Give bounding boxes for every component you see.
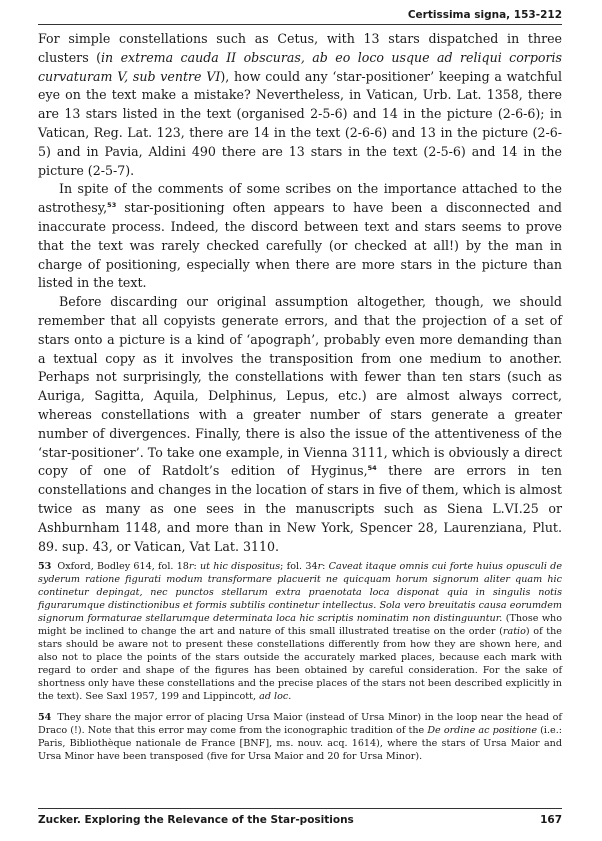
- footnote-ref: 53: [107, 201, 117, 210]
- italic-text: Caveat itaque omnis cui forte huius opusculi de syderum ratione figurati modum transformare placuerit ne quicquam horum signorum aliter quam hic continetur depingat, nec punctos stellarum extra praenotata loca disponat quia in singulis notis figurarumque distinctionibus et formis subtilis continetur intellectus. Sola vero breuitatis causa eorumdem signorum formaturae stellarumque determinata loca hic scriptis nominatim non distinguuntur.: [38, 561, 562, 624]
- running-title: Certissima signa, 153-212: [407, 9, 562, 21]
- text-run: there are errors in ten constellations and changes in the location of stars in five of them, which is almost twice as many as one sees in the manuscripts such as Siena L.VI.25 or Ashburnham 1148, and more than in New York, Spencer 28, Laurenziana, Plut. 89. sup. 43, or Vatican, Vat Lat. 3110.: [38, 463, 562, 554]
- page-footer: [38, 808, 562, 828]
- text-run: :: [193, 561, 200, 572]
- text-run: (Those who might be inclined to change the art and nature of this small illustrated treatise on the order (: [38, 613, 562, 637]
- italic-text: r: [188, 561, 194, 572]
- text-run: For simple constellations such as Cetus, with 13 stars dispatched in three clusters (: [38, 31, 562, 65]
- footnote-number: 53: [38, 561, 52, 572]
- italic-text: in extrema cauda II obscuras, ab eo loco usque ad reliqui corporis curvaturam V, sub ventre VI: [38, 49, 562, 84]
- footnote-text: [38, 561, 562, 702]
- footnote-54: [38, 711, 562, 763]
- footnotes: [38, 560, 562, 771]
- text-run: (i.e.: Paris, Bibliothèque nationale de France [BNF], ms. nouv. acq. 1614), where the stars of Ursa Maior and Ursa Minor have been transposed (five for Ursa Maior and 20 for Ursa Minor).: [38, 725, 562, 762]
- text-run: Before discarding our original assumption altogether, though, we should remember that all copyists generate errors, and that the projection of a set of stars onto a picture is a kind of ‘apograph’, probably even more demanding than a textual copy as it involves the transposition from one medium to another. Perhaps not surprisingly, the constellations with fewer than ten stars (such as Auriga, Sagitta, Aquila, Delphinus, Lepus, etc.) are almost always correct, whereas constellations with a greater number of stars generate a greater number of divergences. Finally, there is also the issue of the attentiveness of the ‘star-positioner’. To take one example, in Vienna 3111, which is obviously a direct copy of one of Ratdolt’s edition of Hyginus,: [38, 294, 562, 479]
- footnote-ref: 54: [367, 464, 377, 473]
- italic-text: ad loc.: [259, 691, 292, 702]
- page-number: 167: [540, 814, 562, 826]
- footnote-number: 54: [38, 712, 52, 723]
- text-run: ), how could any ‘star-positioner’ keeping a watchful eye on the text make a mistake? Nevertheless, in Vatican, Urb. Lat. 1358, there are 13 stars listed in the text (organised 2-5-6) and 14 in the picture (2-6-6); in Vatican, Reg. Lat. 123, there are 14 in the text (2-6-6) and 13 in the picture (2-6-5) and in Pavia, Aldini 490 there are 13 stars in the text (2-5-6) and 14 in the picture (2-5-7).: [38, 68, 562, 178]
- main-text: [38, 30, 562, 556]
- paragraph-3: [38, 293, 562, 556]
- text-run: They share the major error of placing Ursa Maior (instead of Ursa Minor) in the loop near the head of Draco (!). Note that this error may come from the iconographic tradition of the: [38, 712, 562, 736]
- italic-text: ut hic dispositus: [200, 561, 281, 572]
- italic-text: De ordine ac positione: [427, 725, 538, 736]
- text-run: :: [322, 561, 329, 572]
- text-run: ) of the stars should be aware not to present these constellations differently from how they are shown here, and also not to place the points of the stars outside the accurately marked places, because each mark with regard to order and shape of the figures has been obtained by careful consideration. For the sake of shortness only have these constellations and the precise places of the stars not been described explicitly in the text). See Saxl 1957, 199 and Lippincott,: [38, 626, 562, 702]
- italic-text: r: [317, 561, 323, 572]
- text-run: star-positioning often appears to have been a disconnected and inaccurate process. Indeed, the discord between text and stars seems to prove that the text was rarely checked carefully (or checked at all!) by the man in charge of positioning, especially when there are more stars in the picture than listed in the text.: [38, 200, 562, 291]
- paragraph-2: [38, 180, 562, 293]
- running-header: [38, 6, 562, 25]
- text-run: Oxford, Bodley 614, fol. 18: [57, 561, 189, 572]
- italic-text: ratio: [502, 626, 526, 637]
- text-run: In spite of the comments of some scribes on the importance attached to the astrothesy,: [38, 181, 562, 216]
- footnote-53: [38, 560, 562, 703]
- text-run: ; fol. 34: [280, 561, 318, 572]
- footnote-text: [38, 712, 562, 762]
- footer-author-title: Zucker. Exploring the Relevance of the Star-positions: [38, 814, 354, 826]
- paragraph-1: [38, 30, 562, 180]
